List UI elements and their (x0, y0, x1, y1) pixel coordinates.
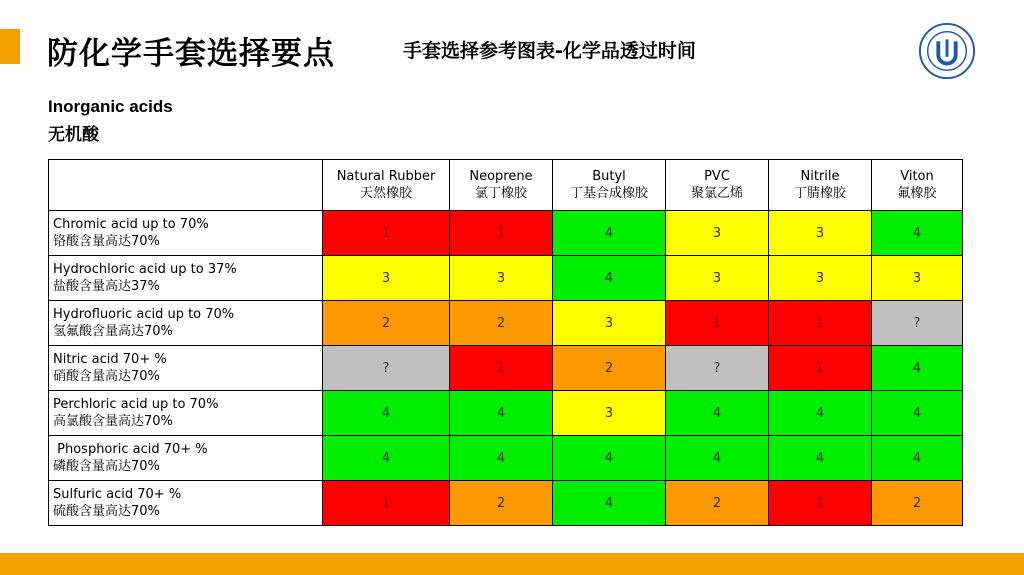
chemical-name-en: Hydrochloric acid up to 37% (53, 262, 237, 277)
column-header-cn: 天然橡胶 (359, 186, 412, 201)
rating-cell: 4 (553, 436, 666, 481)
header-blank-cell (49, 160, 323, 211)
rating-cell: 1 (769, 346, 872, 391)
column-header (769, 160, 872, 211)
column-header-en: Nitrile (800, 169, 840, 184)
rating-cell: 2 (450, 481, 553, 526)
rating-cell: 2 (666, 481, 769, 526)
chemical-name-en: Chromic acid up to 70% (53, 217, 209, 232)
chemical-name-cell (49, 301, 323, 346)
rating-cell: 4 (553, 481, 666, 526)
rating-cell: 2 (323, 301, 450, 346)
rating-cell: 1 (450, 346, 553, 391)
rating-cell: 2 (872, 481, 963, 526)
column-header-cn: 聚氯乙烯 (690, 186, 743, 201)
rating-cell: 3 (666, 256, 769, 301)
chemical-name-cell (49, 346, 323, 391)
column-header-cn: 丁基合成橡胶 (569, 186, 648, 201)
rating-cell: 1 (323, 211, 450, 256)
rating-cell: 1 (323, 481, 450, 526)
chemical-name-cn: 硫酸含量高达70% (53, 504, 160, 519)
rating-cell: 4 (323, 436, 450, 481)
footer-bar (0, 553, 1024, 575)
rating-cell: 2 (450, 301, 553, 346)
university-logo-icon (918, 22, 976, 80)
column-header (450, 160, 553, 211)
table-row (49, 436, 963, 481)
rating-cell: 4 (872, 436, 963, 481)
rating-cell: 4 (323, 391, 450, 436)
rating-cell: ? (872, 301, 963, 346)
chemical-name-cell (49, 436, 323, 481)
rating-cell: 4 (666, 436, 769, 481)
rating-cell: 4 (450, 436, 553, 481)
table-row (49, 211, 963, 256)
column-header-cn: 氟橡胶 (897, 186, 937, 201)
rating-cell: 1 (769, 481, 872, 526)
chemical-name-cn: 氢氟酸含量高达70% (53, 324, 173, 339)
rating-cell: 3 (553, 391, 666, 436)
column-header-en: Natural Rubber (336, 169, 436, 184)
rating-cell: ? (323, 346, 450, 391)
table-row (49, 256, 963, 301)
chemical-name-cn: 盐酸含量高达37% (53, 279, 160, 294)
table-row (49, 391, 963, 436)
rating-cell: 3 (872, 256, 963, 301)
chemical-name-cn: 铬酸含量高达70% (53, 234, 160, 249)
column-header (323, 160, 450, 211)
chemical-name-cell (49, 391, 323, 436)
title-accent-bar (0, 29, 20, 64)
column-header-en: Neoprene (469, 169, 533, 184)
column-header-en: Viton (900, 169, 934, 184)
table-row (49, 346, 963, 391)
page-title: 防化学手套选择要点 (47, 36, 335, 72)
chemical-name-en: Phosphoric acid 70+ % (53, 442, 208, 457)
column-header (666, 160, 769, 211)
section-heading-cn: 无机酸 (48, 125, 99, 145)
column-header (872, 160, 963, 211)
rating-cell: 4 (872, 391, 963, 436)
chemical-name-cn: 高氯酸含量高达70% (53, 414, 173, 429)
chemical-name-cn: 磷酸含量高达70% (53, 459, 160, 474)
column-header-cn: 氯丁橡胶 (474, 186, 527, 201)
chemical-name-cell (49, 481, 323, 526)
rating-cell: 3 (666, 211, 769, 256)
glove-chemical-table (48, 159, 963, 526)
section-heading-en: Inorganic acids (48, 97, 173, 116)
rating-cell: 3 (323, 256, 450, 301)
rating-cell: 3 (769, 256, 872, 301)
table-body (49, 211, 963, 526)
rating-cell: 3 (450, 256, 553, 301)
rating-cell: 3 (553, 301, 666, 346)
rating-cell: 4 (450, 391, 553, 436)
column-header-en: PVC (704, 169, 730, 184)
table-row (49, 301, 963, 346)
rating-cell: 4 (769, 436, 872, 481)
chemical-name-en: Sulfuric acid 70+ % (53, 487, 182, 502)
rating-cell: 1 (450, 211, 553, 256)
rating-cell: 4 (553, 211, 666, 256)
column-header-en: Butyl (592, 169, 626, 184)
table-row (49, 481, 963, 526)
chemical-name-cell (49, 256, 323, 301)
rating-cell: 4 (666, 391, 769, 436)
rating-cell: 3 (769, 211, 872, 256)
rating-cell: 4 (872, 211, 963, 256)
column-header-cn: 丁腈橡胶 (793, 186, 846, 201)
header-row (49, 160, 963, 211)
chemical-name-en: Nitric acid 70+ % (53, 352, 167, 367)
chemical-name-en: Perchloric acid up to 70% (53, 397, 219, 412)
table-header (49, 160, 963, 211)
column-header (553, 160, 666, 211)
rating-cell: 2 (553, 346, 666, 391)
chemical-name-cell (49, 211, 323, 256)
rating-cell: 1 (769, 301, 872, 346)
chemical-name-cn: 硝酸含量高达70% (53, 369, 160, 384)
page-subtitle: 手套选择参考图表-化学品透过时间 (403, 40, 696, 62)
rating-cell: 4 (553, 256, 666, 301)
rating-cell: 4 (769, 391, 872, 436)
rating-cell: ? (666, 346, 769, 391)
rating-cell: 4 (872, 346, 963, 391)
rating-cell: 1 (666, 301, 769, 346)
chemical-name-en: Hydrofluoric acid up to 70% (53, 307, 235, 322)
